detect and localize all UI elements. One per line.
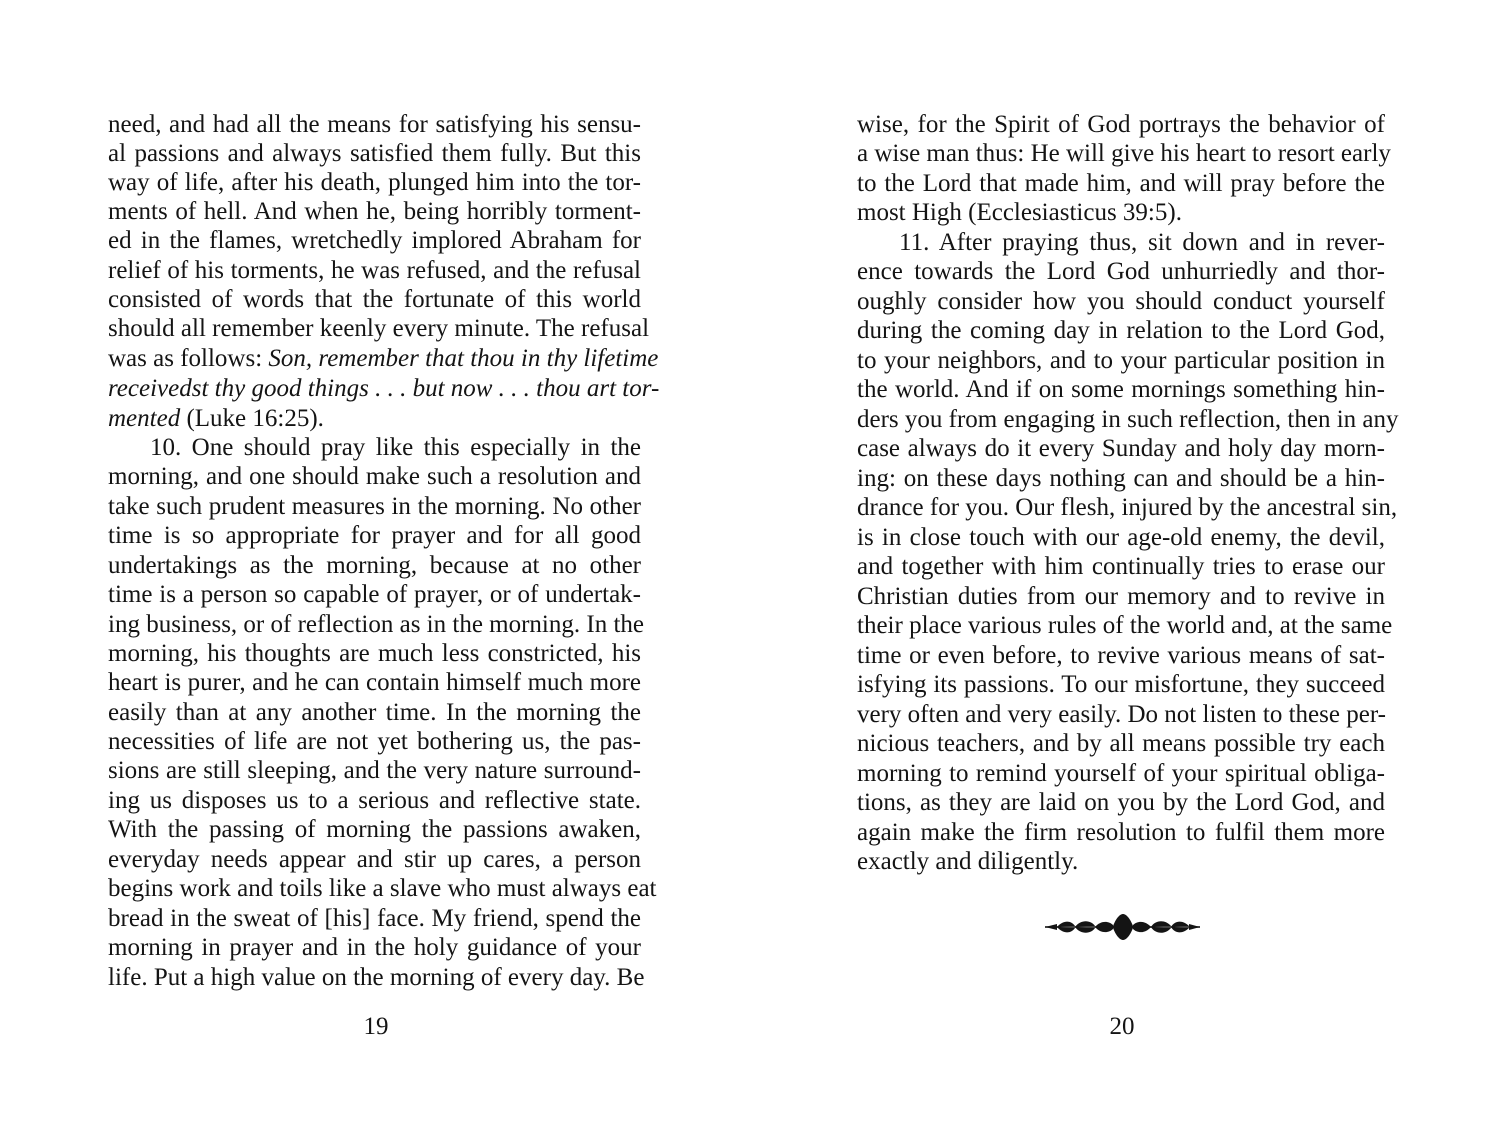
page-number: 20 <box>1109 1013 1135 1040</box>
text-line: during the coming day in relation to the Lord God, <box>857 317 1385 344</box>
text-line: Christian duties from our memory and to revive in <box>857 583 1385 610</box>
text-line: relief of his torments, he was refused, and the refusal <box>108 257 641 284</box>
text-line: oughly consider how you should conduct yourself <box>857 288 1385 315</box>
text-line: drance for you. Our flesh, injured by the ancestral sin, <box>857 494 1398 521</box>
text-line: necessities of life are not yet bothering us, the pas- <box>108 728 641 755</box>
text-line: the world. And if on some mornings something hin- <box>857 376 1385 403</box>
text-line: life. Put a high value on the morning of every day. Be <box>108 964 645 991</box>
text-line: morning in prayer and in the holy guidance of your <box>108 934 641 961</box>
text-line: sions are still sleeping, and the very nature surround- <box>108 757 641 784</box>
text-line: ing us disposes us to a serious and reflective state. <box>108 787 641 814</box>
text-run: was as follows: <box>108 345 269 372</box>
text-line: isfying its passions. To our misfortune, they succeed <box>857 671 1385 698</box>
text-line: begins work and toils like a slave who must always eat <box>108 875 657 902</box>
text-line: ments of hell. And when he, being horribly torment- <box>108 198 641 225</box>
text-line: consisted of words that the fortunate of this world <box>108 286 641 313</box>
text-line: very often and very easily. Do not listen to these per- <box>857 701 1386 728</box>
scripture-quote: mented <box>108 405 181 432</box>
text-line: bread in the sweat of [his] face. My friend, spend the <box>108 905 641 932</box>
text-line: ing: on these days nothing can and should be a hin- <box>857 465 1385 492</box>
leaf-ornament-icon <box>1045 914 1200 940</box>
text-line: undertakings as the morning, because at no other <box>108 552 641 579</box>
text-line: al passions and always satisfied them fully. But this <box>108 140 641 167</box>
text-line: again make the firm resolution to fulfil them more <box>857 819 1385 846</box>
text-line: morning, and one should make such a resolution and <box>108 463 641 490</box>
scripture-quote: receivedst thy good things . . . but now . . . thou art tor- <box>108 375 660 402</box>
text-line: time or even before, to revive various means of sat- <box>857 642 1385 669</box>
text-line: take such prudent measures in the morning. No other <box>108 493 641 520</box>
text-line: morning, his thoughts are much less constricted, his <box>108 640 641 667</box>
text-line: nicious teachers, and by all means possible try each <box>857 730 1385 757</box>
text-line: ing business, or of reflection as in the morning. In the <box>108 611 644 638</box>
text-line: is in close touch with our age-old enemy, the devil, <box>857 524 1385 551</box>
text-line <box>108 404 324 434</box>
text-line: time is so appropriate for prayer and for all good <box>108 522 641 549</box>
text-line: tions, as they are laid on you by the Lord God, and <box>857 789 1385 816</box>
text-line: heart is purer, and he can contain himself much more <box>108 669 641 696</box>
text-line: With the passing of morning the passions awaken, <box>108 816 641 843</box>
text-line: and together with him continually tries to erase our <box>857 553 1385 580</box>
scripture-reference: (Luke 16:25). <box>180 405 324 432</box>
text-line: ed in the flames, wretchedly implored Abraham for <box>108 227 641 254</box>
page-number: 19 <box>363 1013 389 1040</box>
text-line: most High (Ecclesiasticus 39:5). <box>857 199 1182 226</box>
text-line: their place various rules of the world and, at the same <box>857 612 1393 639</box>
text-line: easily than at any another time. In the morning the <box>108 699 641 726</box>
text-line: to the Lord that made him, and will pray before the <box>857 170 1385 197</box>
text-line: wise, for the Spirit of God portrays the behavior of <box>857 111 1385 138</box>
text-line: should all remember keenly every minute. The refusal <box>108 315 650 342</box>
text-line: everyday needs appear and stir up cares, a person <box>108 846 641 873</box>
scripture-quote: Son, remember that thou in thy lifetime <box>268 345 659 372</box>
text-line: way of life, after his death, plunged him into the tor- <box>108 169 641 196</box>
text-line: to your neighbors, and to your particular position in <box>857 347 1385 374</box>
right-page <box>750 0 1500 1140</box>
text-line: case always do it every Sunday and holy day morn- <box>857 435 1385 462</box>
text-line: exactly and diligently. <box>857 848 1079 875</box>
paragraph-start: 10. One should pray like this especially in the <box>150 434 641 461</box>
text-line: morning to remind yourself of your spiritual obliga- <box>857 760 1385 787</box>
text-line: ence towards the Lord God unhurriedly and thor- <box>857 258 1385 285</box>
text-line: a wise man thus: He will give his heart to resort early <box>857 140 1391 167</box>
text-line <box>108 344 659 374</box>
paragraph-start: 11. After praying thus, sit down and in rever- <box>899 229 1385 256</box>
text-line: need, and had all the means for satisfying his sensu- <box>108 111 641 138</box>
text-line: ders you from engaging in such reflection, then in any <box>857 406 1399 433</box>
text-line: time is a person so capable of prayer, or of undertak- <box>108 581 641 608</box>
